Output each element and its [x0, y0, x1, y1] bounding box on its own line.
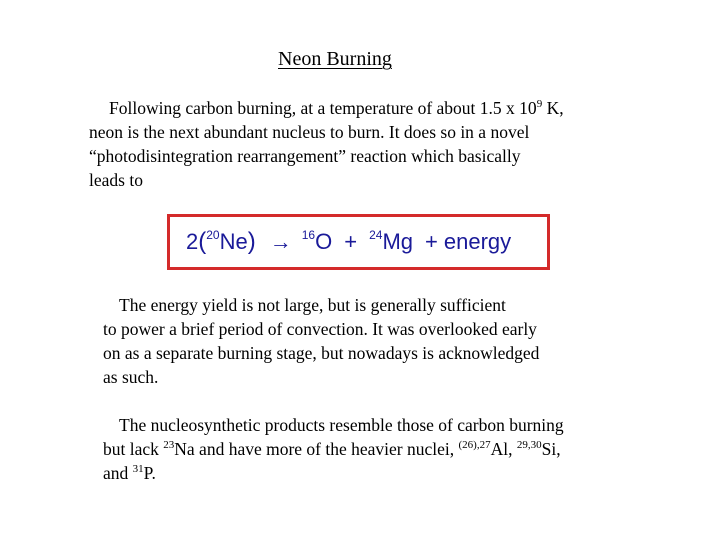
reaction-equation — [186, 227, 511, 260]
reaction-equation-box — [167, 214, 550, 270]
products-line-2-d: Si, — [541, 439, 561, 459]
energy-term: energy — [443, 229, 512, 254]
products-line-3-b: P. — [143, 463, 156, 483]
products-line-2 — [103, 437, 564, 461]
plus-sign: + — [344, 229, 358, 254]
energy-line-2: to power a brief period of convection. It was overlooked early — [103, 319, 537, 339]
magnesium-mass-number: 24 — [369, 228, 383, 242]
oxygen-symbol: O — [315, 229, 333, 254]
energy-line-1 — [103, 293, 539, 317]
open-paren: ( — [198, 228, 207, 255]
reaction-arrow-icon: → — [269, 229, 292, 254]
products-line-2-a: but lack — [103, 439, 164, 459]
intro-line-1-unit: K, — [542, 98, 564, 118]
energy-line-4: as such. — [103, 367, 159, 387]
intro-line-2: neon is the next abundant nucleus to burn. It does so in a novel — [89, 122, 530, 142]
energy-paragraph — [103, 293, 539, 389]
oxygen-mass-number: 16 — [301, 228, 316, 242]
aluminum-mass-number: (26),27 — [458, 439, 491, 451]
coefficient: 2 — [186, 229, 199, 254]
intro-paragraph — [89, 96, 564, 192]
products-line-3-a: and — [103, 463, 133, 483]
products-line-3 — [103, 461, 564, 485]
products-line-2-c: Al, — [490, 439, 517, 459]
energy-line-1-text: The energy yield is not large, but is generally sufficient — [119, 295, 506, 315]
sodium-mass-number: 23 — [163, 439, 175, 451]
intro-line-1 — [89, 96, 564, 120]
magnesium-symbol: Mg — [382, 229, 413, 254]
slide-title: Neon Burning — [278, 48, 392, 70]
silicon-mass-number: 29,30 — [516, 439, 542, 451]
products-paragraph — [103, 413, 564, 485]
intro-line-4: leads to — [89, 170, 143, 190]
neon-symbol: Ne — [219, 229, 248, 254]
phosphorus-mass-number: 31 — [132, 463, 144, 475]
products-line-1 — [103, 413, 564, 437]
intro-line-1-text: Following carbon burning, at a temperature of about 1.5 x 10 — [109, 98, 537, 118]
plus-sign: + — [425, 229, 438, 254]
neon-mass-number: 20 — [206, 228, 220, 242]
close-paren: ) — [247, 228, 256, 255]
intro-line-3: “photodisintegration rearrangement” reaction which basically — [89, 146, 521, 166]
energy-line-3: on as a separate burning stage, but nowadays is acknowledged — [103, 343, 540, 363]
products-line-1-text: The nucleosynthetic products resemble those of carbon burning — [119, 415, 564, 435]
exponent: 9 — [536, 98, 543, 110]
products-line-2-b: Na and have more of the heavier nuclei, — [174, 439, 459, 459]
